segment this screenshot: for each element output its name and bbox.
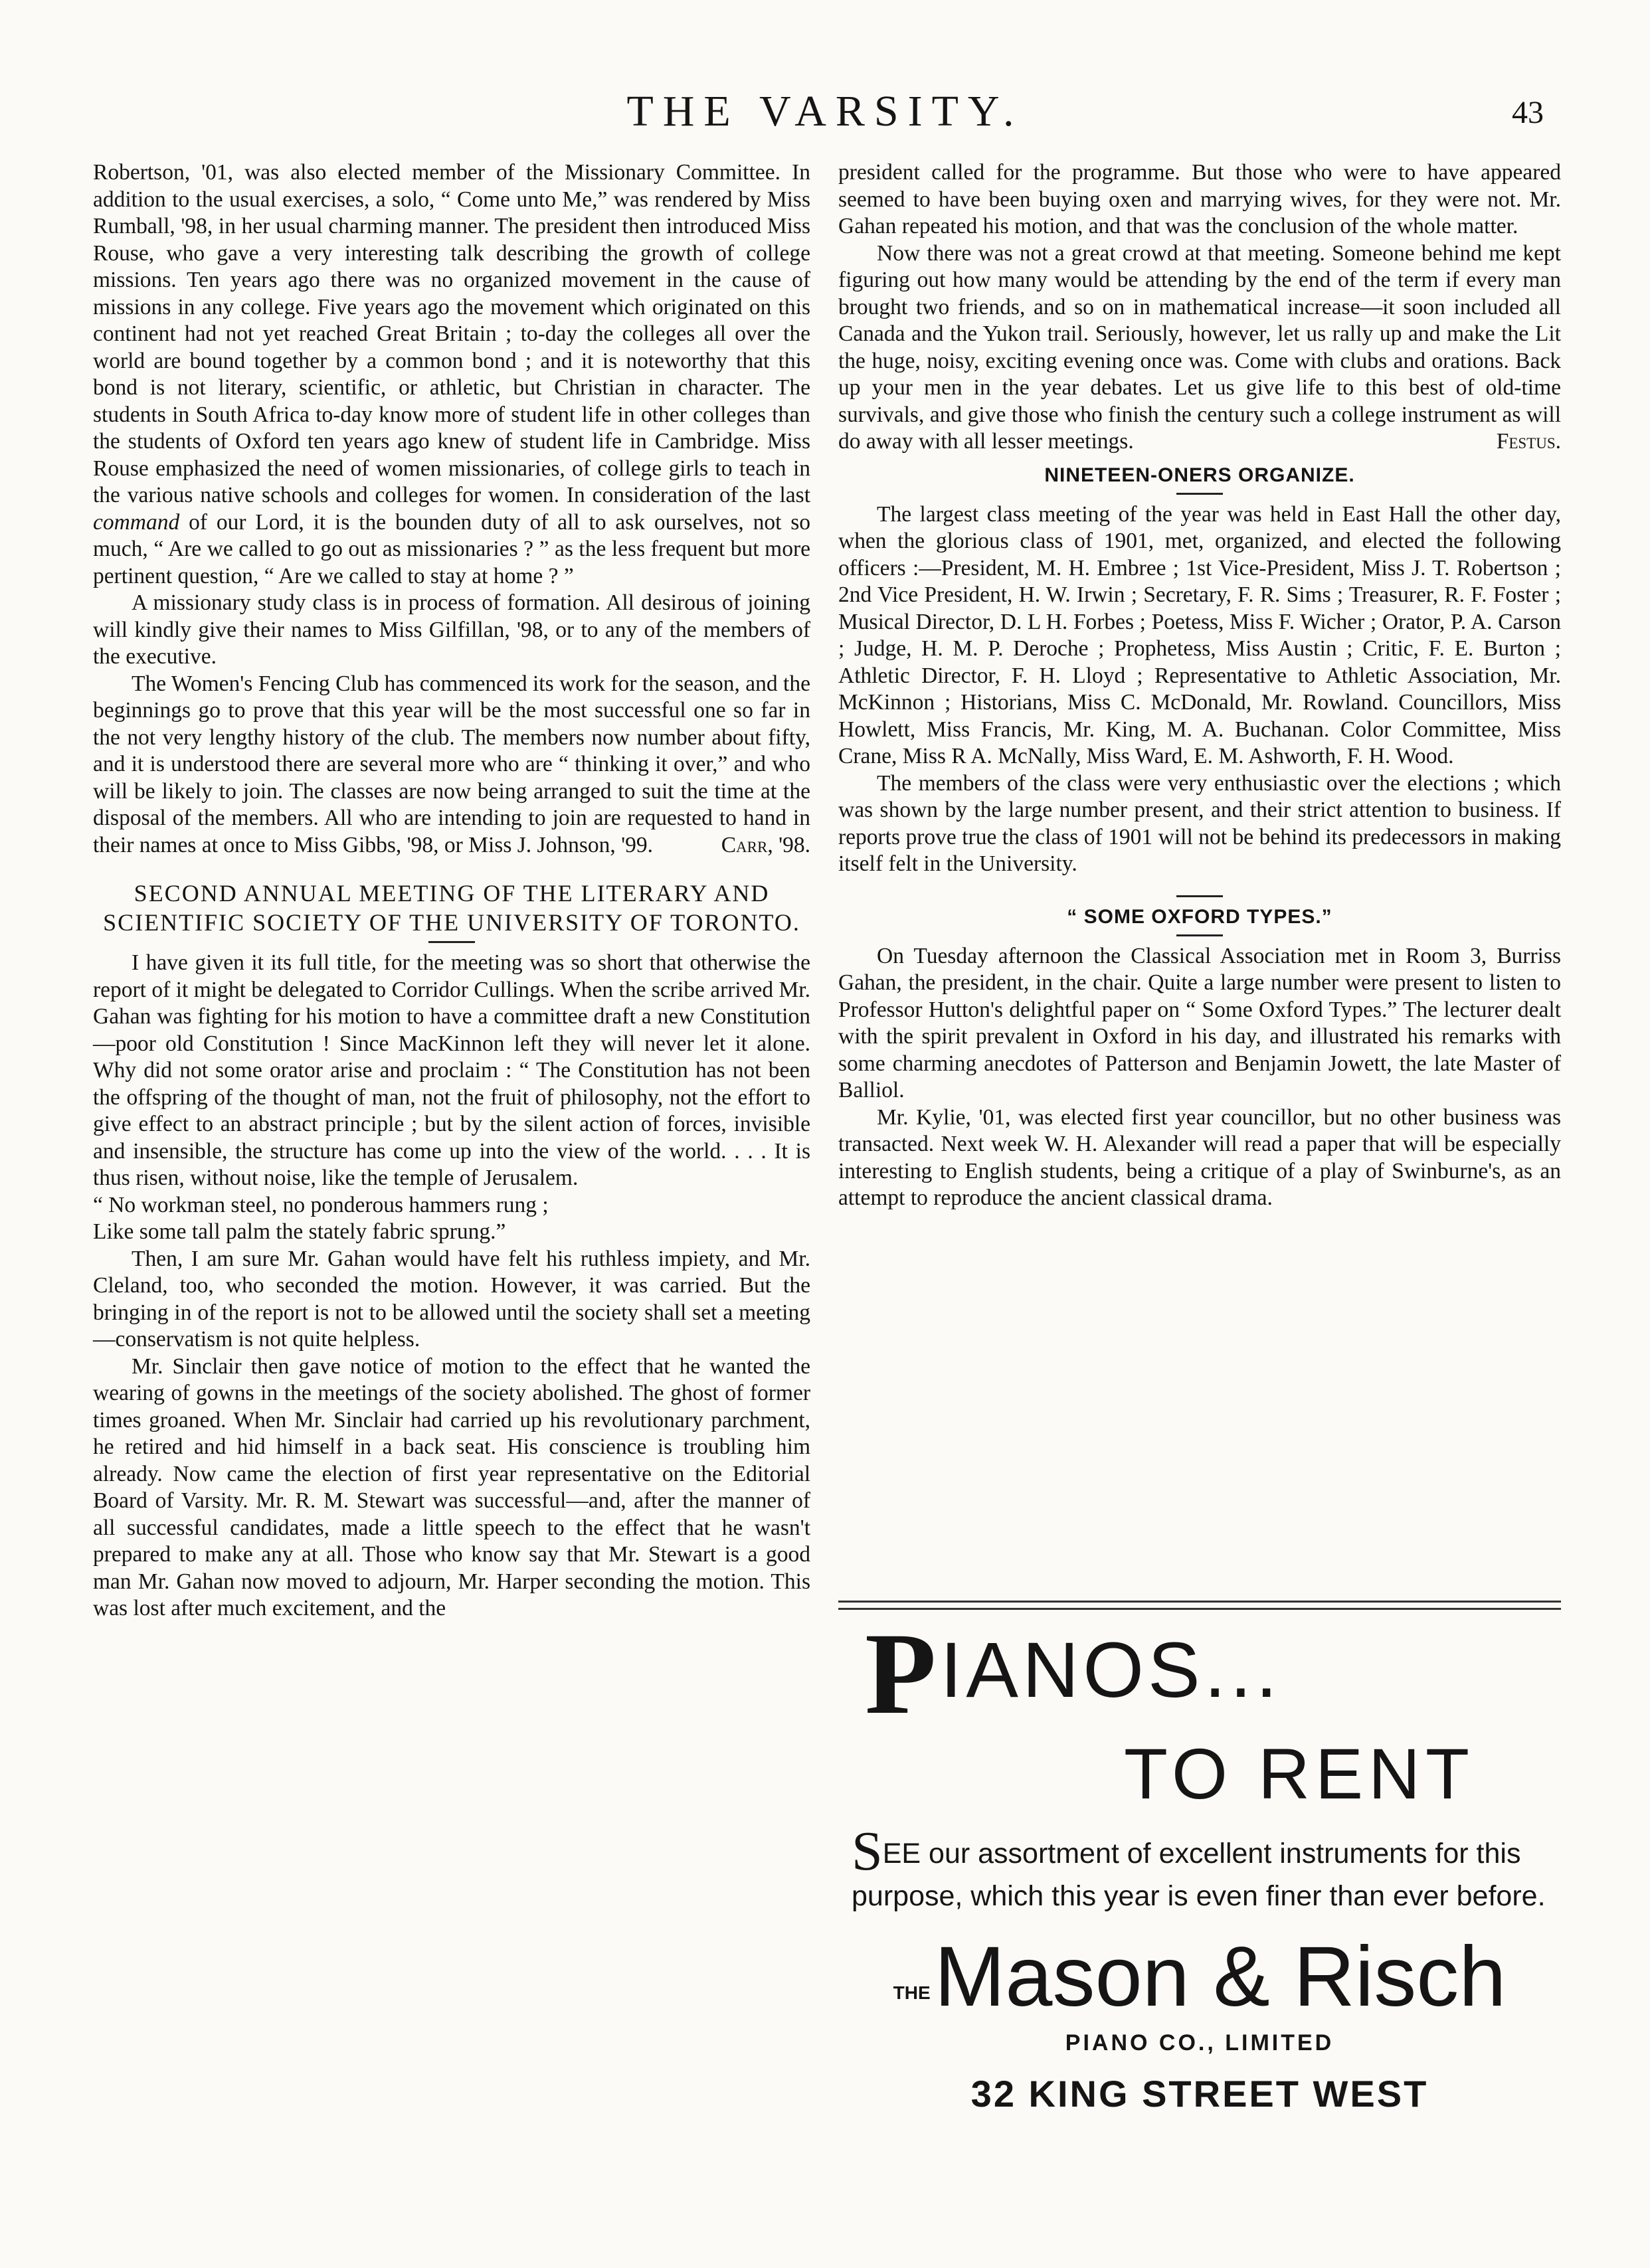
- paragraph-study-class: A missionary study class is in process of formation. All desirous of joining will kindly give their names to Miss Gilfillan, '98, or to any of the members of the executive.: [93, 590, 810, 669]
- paragraph-enthusiasm: The members of the class were very enthusiastic over the elections ; which was shown by the large number present, and their strict attention to business. If reports prove true the class of 1901 will not be behind its predecessors in making itself felt in the University.: [838, 770, 1561, 876]
- right-column: [838, 159, 1561, 1212]
- ad-address: 32 KING STREET WEST: [970, 2073, 1429, 2115]
- ad-headline: [838, 1609, 1561, 1739]
- ad-brand: [838, 1931, 1561, 2024]
- paragraph-programme: president called for the programme. But those who were to have appeared seemed to have been buying oxen and marrying wives, for they were not. Mr. Gahan repeated his motion, and that was the conclusion of the whole matter.: [838, 160, 1561, 238]
- paragraph-kylie: Mr. Kylie, '01, was elected first year councillor, but no other business was transacted. Next week W. H. Alexander will read a paper that will be especially interesting to English students, being a critique of a play of Swinburne's, as an attempt to reproduce the ancient classical drama.: [838, 1104, 1561, 1210]
- signature-festus: Festus.: [1496, 429, 1561, 454]
- article-heading-nineteen-oners: NINETEEN-ONERS ORGANIZE.: [1044, 464, 1355, 486]
- paragraph-fencing-club: The Women's Fencing Club has commenced its work for the season, and the beginnings go to prove that this year will be the most successful one so far in the not very lengthy history of the club. The members now number about fifty, and it is understood there are several more who are “ thinking it over,” and who will be likely to join. The classes are now being arranged to suit the time at the disposal of the members. All who are intending to join are requested to hand in their names at once to Miss Gibbs, '98, or Miss J. Johnson, '99. Carr, '98.: [93, 671, 810, 859]
- paragraph-missionary: Robertson, '01, was also elected member of the Missionary Committee. In addition to the usual exercises, a solo, “ Come unto Me,” was rendered by Miss Rumball, '98, in her usual charming manner. The president then introduced Miss Rouse, who gave a very interesting talk describing the growth of college missions. Ten years ago there was no organized movement in the cause of missions in any college. Five years ago the movement which originated on this continent had not yet reached Great Britain ; to-day the colleges all over the world are bound together by a common bond ; and it is noteworthy that this bond is not literary, scientific, or athletic, but Christian in character. The students in South Africa to-day know more of student life in other colleges than the students of Oxford ten years ago knew of student life in Cambridge. Miss Rouse emphasized the need of women missionaries, of college girls to teach in the various native schools and colleges for women. In consideration of the last command of our Lord, it is the bounden duty of all to ask ourselves, not so much, “ Are we called to go out as missionaries ? ” as the less frequent but more pertinent question, “ Are we called to stay at home ? ”: [93, 160, 811, 588]
- masthead: THE VARSITY.: [626, 87, 1024, 135]
- verse-line-2: Like some tall palm the stately fabric sprung.”: [93, 1219, 506, 1244]
- verse-line-1: “ No workman steel, no ponderous hammers rung ;: [93, 1192, 549, 1217]
- ad-headline-rest: IANOS...: [940, 1626, 1282, 1714]
- paragraph-gahan: Then, I am sure Mr. Gahan would have felt his ruthless impiety, and Mr. Cleland, too, who seconded the motion. However, it was carried. But the bringing in of the report is not to be allowed until the society shall set a meeting—conservatism is not quite helpless.: [93, 1246, 810, 1352]
- ad-subhead: TO RENT: [1123, 1733, 1475, 1814]
- short-rule: [428, 941, 475, 943]
- short-rule: [1176, 895, 1223, 897]
- ad-company-line: PIANO CO., LIMITED: [1065, 2030, 1334, 2055]
- page-number: 43: [1512, 95, 1544, 130]
- paragraph-crowd: Now there was not a great crowd at that meeting. Someone behind me kept figuring out how many would be attending by the end of the term if every man brought two friends, and so on in mathematical increase—it soon included all Canada and the Yukon trail. Seriously, however, let us rally up and make the Lit the huge, noisy, exciting evening once was. Come with clubs and orations. Back up your men in the year debates. Let us give life to this best of old-time survivals, and give those who finish the century such a college instrument as will do away with all lesser meetings. Festus.: [838, 240, 1561, 456]
- short-rule: [1176, 493, 1223, 495]
- ad-headline-initial: P: [865, 1609, 941, 1739]
- paragraph-sinclair: Mr. Sinclair then gave notice of motion to the effect that he wanted the wearing of gowns in the meetings of the society abolished. The ghost of former times groaned. When Mr. Sinclair had carried up his revolutionary parchment, he retired and hid himself in a back seat. His conscience is troubling him already. Now came the election of first year representative on the Editorial Board of Varsity. Mr. R. M. Stewart was successful—and, after the manner of all successful candidates, made a little speech to the effect that he wasn't prepared to make any at all. Those who know say that Mr. Stewart is a good man Mr. Gahan now moved to adjourn, Mr. Harper seconding the motion. This was lost after much excitement, and the: [93, 1353, 810, 1620]
- ad-brand-name: Mason & Risch: [934, 1929, 1507, 2024]
- left-column: [93, 159, 810, 1622]
- article-heading-oxford-types: “ SOME OXFORD TYPES.”: [1067, 905, 1332, 928]
- paragraph-classical-association: On Tuesday afternoon the Classical Association met in Room 3, Burriss Gahan, the president, in the chair. Quite a large number were present to listen to Professor Hutton's delightful paper on “ Some Oxford Types.” The lecturer dealt with the spirit prevalent in Oxford in his day, and illustrated his remarks with some charming anecdotes of Patterson and Benjamin Jowett, the late Master of Balliol.: [838, 943, 1561, 1102]
- short-rule: [1176, 934, 1223, 936]
- piano-advertisement: [838, 1609, 1561, 2115]
- article-heading-lit-society: SECOND ANNUAL MEETING OF THE LITERARY AND SCIENTIFIC SOCIETY OF THE UNIVERSITY OF TORONTO.: [103, 880, 800, 936]
- ad-copy: [838, 1820, 1561, 1917]
- signature-carr: Carr, '98.: [721, 832, 810, 857]
- paragraph-full-title: I have given it its full title, for the meeting was so short that otherwise the report of it might be delegated to Corridor Cullings. When the scribe arrived Mr. Gahan was fighting for his motion to have a committee draft a new Constitution—poor old Constitution ! Since MacKinnon left they will never let it alone. Why did not some orator arise and proclaim : “ The Constitution has not been the offspring of the thought of man, not the fruit of philosophy, not the effort to give effect to an abstract principle ; but by the silent action of forces, invisible and insensible, the structure has come up into the view of the world. . . . It is thus risen, without noise, like the temple of Jerusalem.: [93, 950, 810, 1190]
- paragraph-class-meeting: The largest class meeting of the year was held in East Hall the other day, when the glorious class of 1901, met, organized, and elected the following officers :—President, M. H. Embree ; 1st Vice-President, Miss J. T. Robertson ; 2nd Vice President, H. W. Irwin ; Secretary, F. R. Sims ; Treasurer, R. F. Foster ; Musical Director, D. L H. Forbes ; Poetess, Miss F. Wicher ; Orator, P. A. Carson ; Judge, H. M. P. Deroche ; Prophetess, Miss Austin ; Critic, F. E. Burton ; Athletic Director, F. H. Lloyd ; Representative to Athletic Association, Mr. McKinnon ; Historians, Miss C. McDonald, Mr. Rowland. Councillors, Miss Howlett, Miss Francis, Mr. King, M. A. Buchanan. Color Committee, Miss Crane, Miss R A. McNally, Miss Ward, E. M. Ashworth, F. H. Wood.: [838, 501, 1561, 768]
- ad-copy-text: EE our assortment of excellent instruments for this purpose, which this year is even finer than ever before.: [852, 1838, 1546, 1912]
- ad-copy-initial: S: [852, 1820, 883, 1882]
- ad-brand-prefix: THE: [893, 1982, 931, 2003]
- double-rule: [838, 1601, 1561, 1610]
